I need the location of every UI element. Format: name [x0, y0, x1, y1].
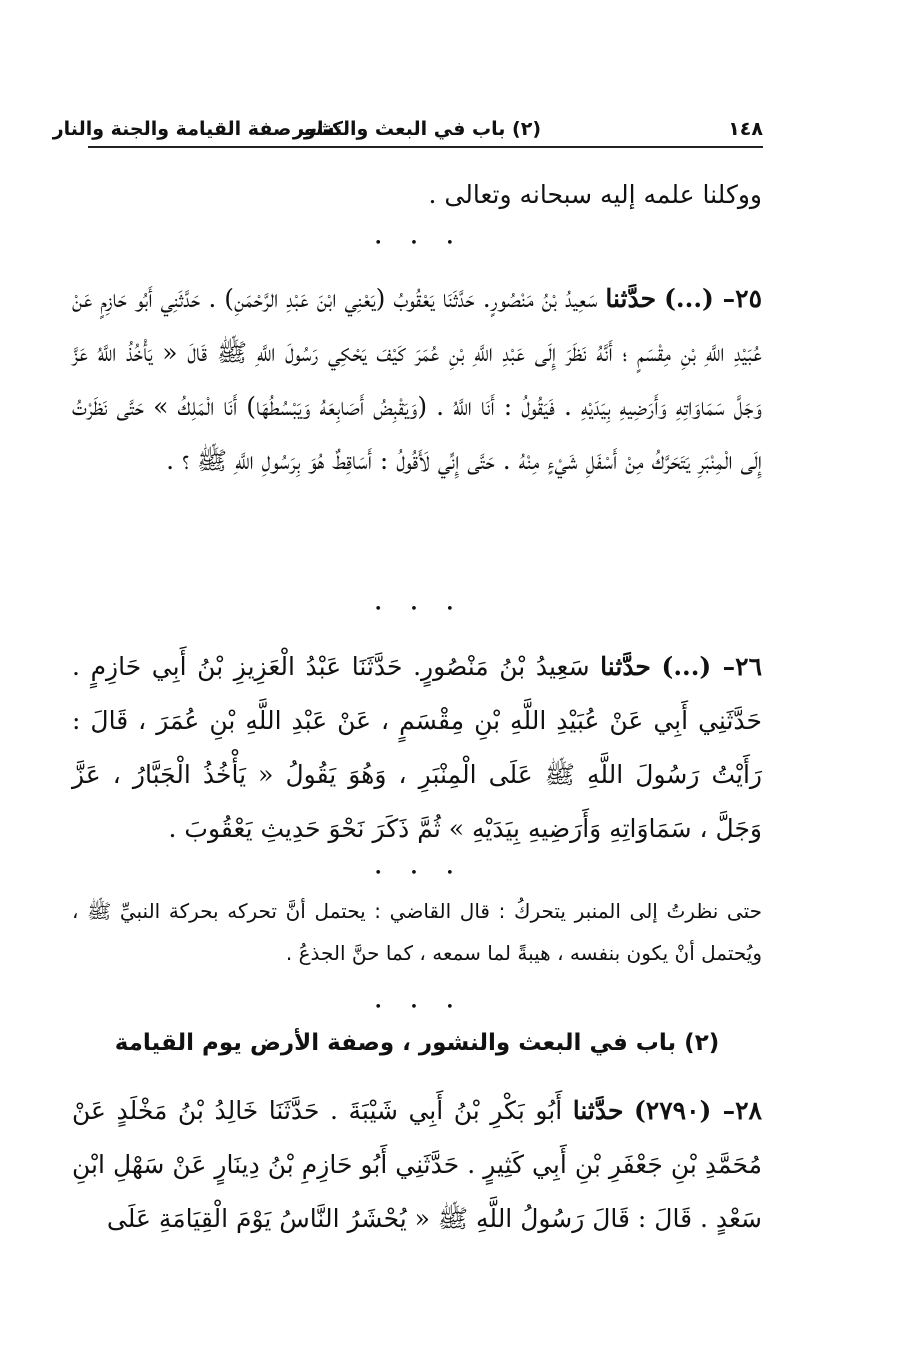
separator: • • •	[374, 1000, 466, 1015]
hadith-lead: حدَّثنا	[600, 652, 651, 681]
running-header	[52, 112, 763, 148]
hadith-text: أَبُو بَكْرِ بْنُ أَبِي شَيْبَةَ . حَدَّثَنَا خَالِدُ بْنُ مَخْلَدٍ عَنْ مُحَمَّدِ بْنِ جَعْفَرِ بْنِ أَبِي كَثِيرٍ . حَدَّثَنِي أَبُو حَازِمِ بْنُ دِينَارٍ عَنْ سَهْلِ ابْنِ سَعْدٍ . قَالَ : قَالَ رَسُولُ اللَّهِ ﷺ « يُحْشَرُ النَّاسُ يَوْمَ الْقِيَامَةِ عَلَى	[72, 1096, 762, 1233]
chapter-title: (٢) باب في البعث والنشور	[292, 118, 541, 140]
separator: • • •	[374, 602, 466, 617]
hadith-number: ٢٥– (...)	[664, 284, 762, 313]
chapter-heading: (٢) باب في البعث والنشور ، وصفة الأرض يوم القيامة	[114, 1030, 720, 1056]
separator: • • •	[374, 866, 466, 881]
intro-line: ووكلنا علمه إليه سبحانه وتعالى .	[428, 180, 762, 209]
hadith-28	[72, 1084, 762, 1246]
hadith-lead: حدَّثنا	[572, 1096, 624, 1125]
hadith-text: سَعِيدُ بْنُ مَنْصُورٍ. حَدَّثَنَا يَعْقُوبُ (يَعْنِي ابْنَ عَبْدِ الرَّحْمَنِ) . حَدَّثَنِي أَبُو حَازِمٍ عَنْ عُبَيْدِ اللَّهِ بْنِ مِقْسَمٍ ؛ أَنَّهُ نَظَرَ إِلَى عَبْدِ اللَّهِ بْنِ عُمَرَ كَيْفَ يَحْكِي رَسُولَ اللَّهِ ﷺ قَالَ « يَأْخُذُ اللَّهُ عَزَّ وَجَلَّ سَمَاوَاتِهِ وَأَرَضِيهِ بِيَدَيْهِ . فَيَقُولُ : أَنَا اللَّهُ . (وَيَقْبِضُ أَصَابِعَهُ وَيَبْسُطُهَا) أَنَا الْمَلِكُ » حَتَّى نَظَرْتُ إِلَى الْمِنْبَرِ يَتَحَرَّكُ مِنْ أَسْفَلِ شَيْءٍ مِنْهُ . حَتَّى إِنِّي لَأَقُولُ : أَسَاقِطٌ هُوَ بِرَسُولِ اللَّهِ ﷺ ؟ .	[72, 284, 762, 475]
hadith-lead: حدَّثنا	[605, 284, 657, 313]
hadith-text: سَعِيدُ بْنُ مَنْصُورٍ. حَدَّثَنَا عَبْدُ الْعَزِيزِ بْنُ أَبِي حَازِمٍ . حَدَّثَنِي أَبِي عَنْ عُبَيْدِ اللَّهِ بْنِ مِقْسَمٍ ، عَنْ عَبْدِ اللَّهِ بْنِ عُمَرَ ، قَالَ : رَأَيْتُ رَسُولَ اللَّهِ ﷺ عَلَى الْمِنْبَرِ ، وَهُوَ يَقُولُ « يَأْخُذُ الْجَبَّارُ ، عَزَّ وَجَلَّ ، سَمَاوَاتِهِ وَأَرَضِيهِ بِيَدَيْهِ » ثُمَّ ذَكَرَ نَحْوَ حَدِيثِ يَعْقُوبَ .	[72, 652, 762, 843]
hadith-26	[72, 640, 762, 856]
page-number: ١٤٨	[728, 118, 763, 140]
separator: • • •	[374, 236, 466, 251]
hadith-number: ٢٨– (٢٧٩٠)	[633, 1096, 762, 1125]
hadith-number: ٢٦– (...)	[661, 652, 762, 681]
hadith-25	[72, 272, 762, 488]
commentary-note: حتى نظرتُ إلى المنبر يتحركُ : قال القاضي : يحتمل أنَّ تحركه بحركة النبيِّ ﷺ ، ويُحتمل أنْ يكون بنفسه ، هيبةً لما سمعه ، كما حنَّ الجذعُ .	[72, 899, 762, 965]
book-title: كتاب صفة القيامة والجنة والنار	[52, 118, 343, 140]
